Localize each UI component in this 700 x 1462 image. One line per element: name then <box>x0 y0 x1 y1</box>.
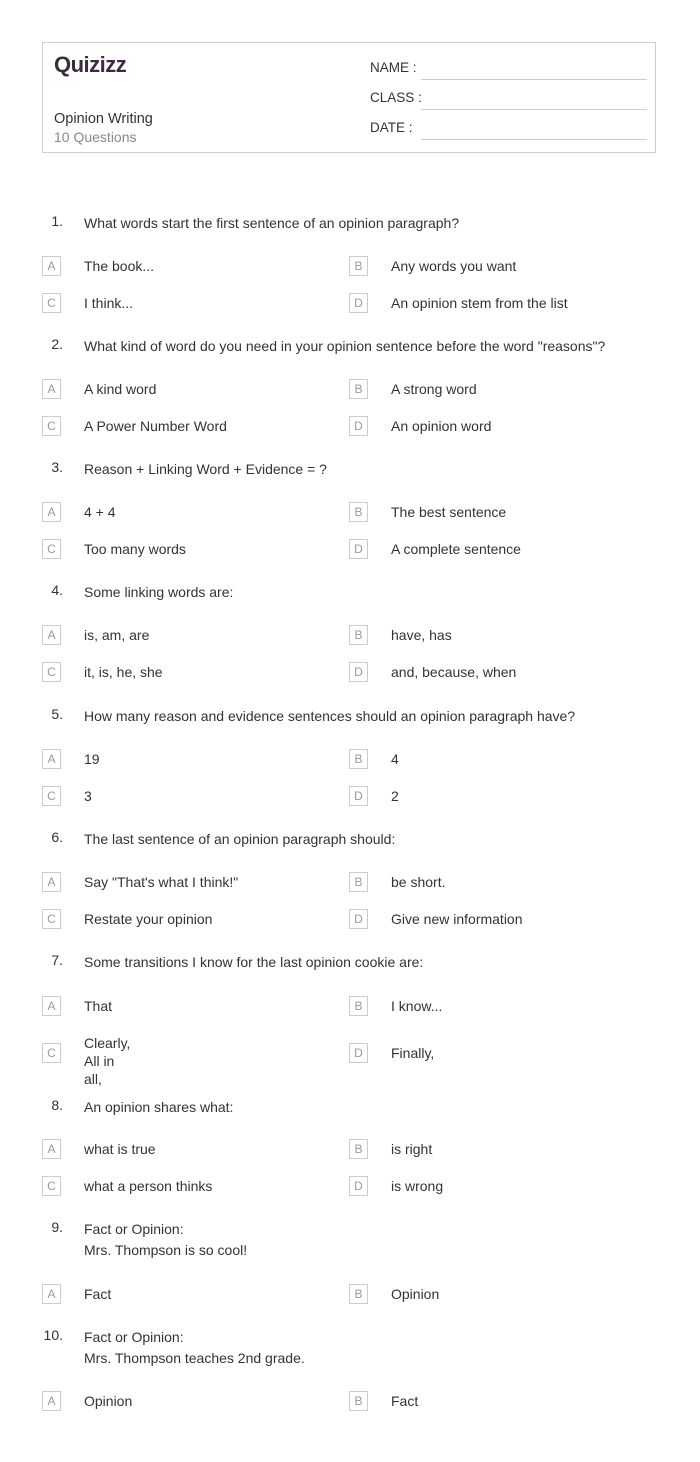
option-letter: C <box>42 662 61 682</box>
quizizz-logo: Quizizz <box>54 52 127 77</box>
option-letter: C <box>42 293 61 313</box>
option-letter: B <box>349 1284 368 1304</box>
option-letter: A <box>42 379 61 399</box>
question-number: 5. <box>51 706 63 722</box>
question-text: Fact or Opinion: Mrs. Thompson is so cool! <box>84 1221 248 1258</box>
date-field[interactable] <box>370 120 647 142</box>
option-text: 4 <box>391 751 399 767</box>
class-label: CLASS : <box>370 90 422 105</box>
option-letter: B <box>349 1391 368 1411</box>
option-letter: A <box>42 749 61 769</box>
option-letter: D <box>349 909 368 929</box>
class-line <box>421 109 647 110</box>
option-letter: D <box>349 416 368 436</box>
option-text: I know... <box>391 998 443 1014</box>
option-letter: A <box>42 872 61 892</box>
option-text: 2 <box>391 788 399 804</box>
date-line <box>421 139 647 140</box>
option-letter: D <box>349 662 368 682</box>
option-text: Opinion <box>391 1286 440 1302</box>
option-text: Give new information <box>391 911 523 927</box>
option-text: That <box>84 998 113 1014</box>
option-text: what is true <box>84 1141 156 1157</box>
option-letter: C <box>42 786 61 806</box>
name-label: NAME : <box>370 60 417 75</box>
option-letter: A <box>42 1391 61 1411</box>
class-field[interactable] <box>370 90 647 112</box>
question-number: 6. <box>51 829 63 845</box>
option-text: A complete sentence <box>391 541 521 557</box>
option-text: and, because, when <box>391 664 517 680</box>
option-letter: A <box>42 1139 61 1159</box>
option-letter: C <box>42 1043 61 1063</box>
question-text: How many reason and evidence sentences should an opinion paragraph have? <box>84 708 576 724</box>
question-number: 3. <box>51 459 63 475</box>
option-text: The best sentence <box>391 504 507 520</box>
option-text: Any words you want <box>391 258 517 274</box>
option-text: Fact <box>391 1393 419 1409</box>
question-number: 2. <box>51 336 63 352</box>
option-letter: D <box>349 1176 368 1196</box>
question-count: 10 Questions <box>54 129 137 145</box>
question-number: 1. <box>51 213 63 229</box>
option-letter: D <box>349 539 368 559</box>
option-text: Restate your opinion <box>84 911 213 927</box>
option-text: have, has <box>391 627 452 643</box>
option-text: A strong word <box>391 381 477 397</box>
option-text: is wrong <box>391 1178 444 1194</box>
option-text: 3 <box>84 788 92 804</box>
option-letter: A <box>42 502 61 522</box>
option-text: An opinion word <box>391 418 492 434</box>
option-letter: C <box>42 909 61 929</box>
option-text: Clearly, All in all, <box>84 1035 131 1087</box>
option-text: Too many words <box>84 541 186 557</box>
option-letter: A <box>42 625 61 645</box>
question-text: The last sentence of an opinion paragraph should: <box>84 831 396 847</box>
option-text: An opinion stem from the list <box>391 295 568 311</box>
option-text: is, am, are <box>84 627 150 643</box>
question-number: 8. <box>51 1097 63 1113</box>
option-letter: A <box>42 996 61 1016</box>
option-letter: B <box>349 872 368 892</box>
option-letter: C <box>42 539 61 559</box>
question-text: Reason + Linking Word + Evidence = ? <box>84 461 327 477</box>
option-text: be short. <box>391 874 446 890</box>
option-text: The book... <box>84 258 155 274</box>
option-letter: A <box>42 1284 61 1304</box>
option-text: Fact <box>84 1286 112 1302</box>
option-letter: B <box>349 256 368 276</box>
option-text: 19 <box>84 751 100 767</box>
question-number: 7. <box>51 952 63 968</box>
question-text: What kind of word do you need in your opinion sentence before the word "reasons"? <box>84 338 606 354</box>
question-number: 4. <box>51 582 63 598</box>
name-field[interactable] <box>370 60 647 82</box>
option-letter: B <box>349 1139 368 1159</box>
option-text: is right <box>391 1141 433 1157</box>
option-letter: B <box>349 502 368 522</box>
name-line <box>421 79 647 80</box>
option-letter: B <box>349 749 368 769</box>
option-letter: D <box>349 1043 368 1063</box>
question-number: 10. <box>43 1327 63 1343</box>
question-text: Some linking words are: <box>84 584 234 600</box>
question-text: Fact or Opinion: Mrs. Thompson teaches 2nd grade. <box>84 1329 305 1366</box>
option-letter: D <box>349 786 368 806</box>
option-text: I think... <box>84 295 134 311</box>
option-letter: B <box>349 625 368 645</box>
worksheet-header <box>42 42 656 153</box>
option-letter: B <box>349 379 368 399</box>
option-text: 4 + 4 <box>84 504 116 520</box>
question-text: An opinion shares what: <box>84 1099 234 1115</box>
quiz-title: Opinion Writing <box>54 111 153 127</box>
option-text: Say "That's what I think!" <box>84 874 239 890</box>
option-letter: A <box>42 256 61 276</box>
option-letter: C <box>42 416 61 436</box>
option-letter: C <box>42 1176 61 1196</box>
question-text: Some transitions I know for the last opinion cookie are: <box>84 954 424 970</box>
option-text: it, is, he, she <box>84 664 163 680</box>
option-text: what a person thinks <box>84 1178 213 1194</box>
option-text: A kind word <box>84 381 157 397</box>
option-letter: B <box>349 996 368 1016</box>
question-text: What words start the first sentence of an opinion paragraph? <box>84 215 460 231</box>
option-letter: D <box>349 293 368 313</box>
date-label: DATE : <box>370 120 413 135</box>
option-text: Finally, <box>391 1045 435 1061</box>
option-text: A Power Number Word <box>84 418 227 434</box>
option-text: Opinion <box>84 1393 133 1409</box>
question-number: 9. <box>51 1219 63 1235</box>
